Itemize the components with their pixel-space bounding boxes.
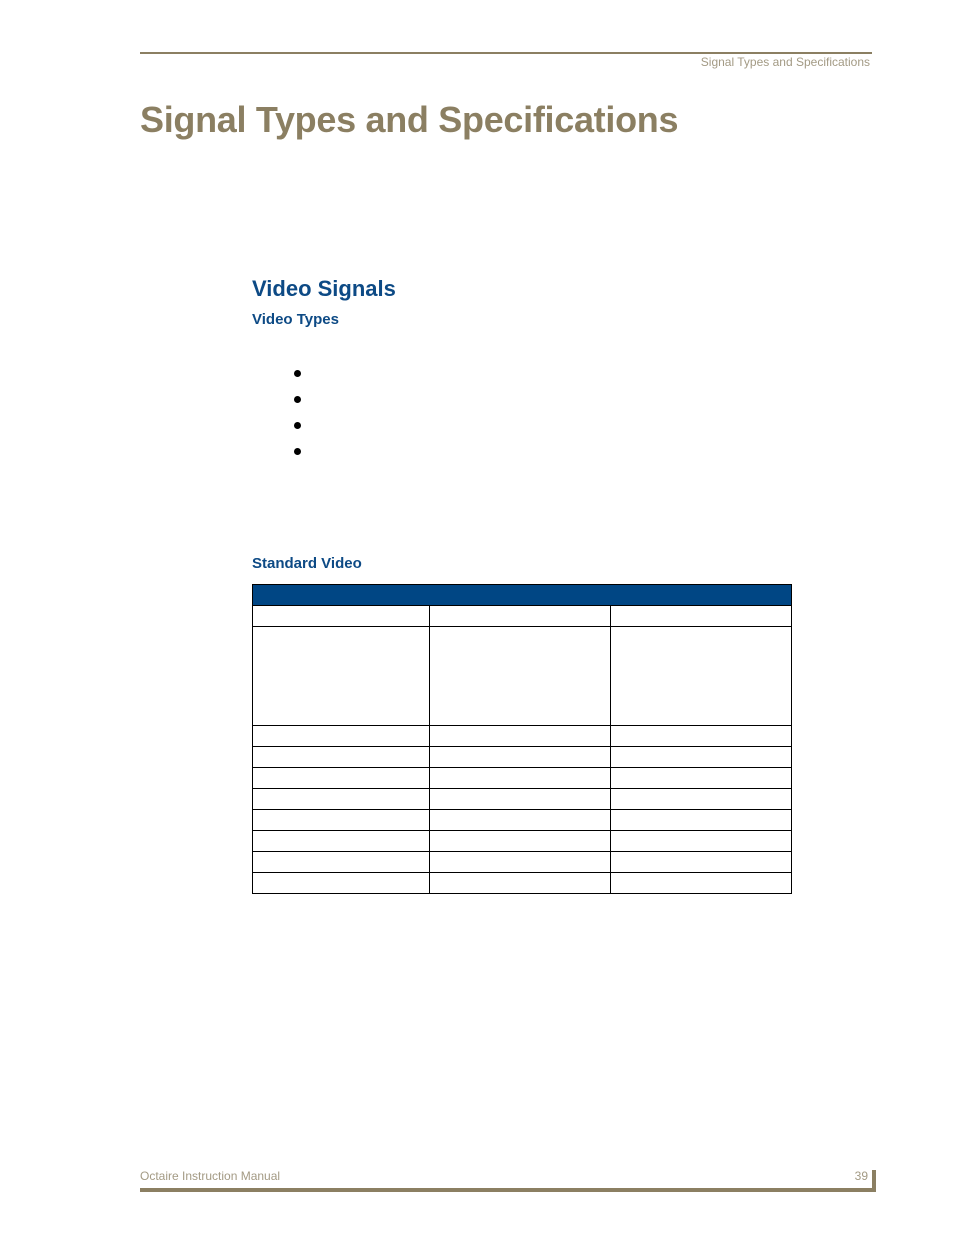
list-item xyxy=(286,362,686,388)
table-cell xyxy=(610,627,791,726)
list-item xyxy=(286,414,686,440)
footer-manual-title: Octaire Instruction Manual xyxy=(140,1169,281,1183)
table-cell xyxy=(610,831,791,852)
table-cell xyxy=(253,873,430,894)
table-row xyxy=(253,831,792,852)
table-row xyxy=(253,627,792,726)
table-cell xyxy=(429,852,610,873)
table-cell xyxy=(429,873,610,894)
table-cell xyxy=(610,606,791,627)
header-rule xyxy=(140,52,872,54)
table-cell xyxy=(610,810,791,831)
table-cell xyxy=(253,726,430,747)
table-row xyxy=(253,768,792,789)
table-header xyxy=(253,585,792,606)
list-item xyxy=(286,440,686,466)
table-cell xyxy=(610,852,791,873)
table-row xyxy=(253,726,792,747)
table-header-row xyxy=(253,585,792,606)
table-cell xyxy=(610,873,791,894)
table-cell xyxy=(429,627,610,726)
footer-rule-tick xyxy=(872,1170,876,1192)
table-cell xyxy=(610,726,791,747)
table-row xyxy=(253,873,792,894)
table-row xyxy=(253,747,792,768)
table-cell xyxy=(253,747,430,768)
table-cell xyxy=(429,726,610,747)
video-types-list xyxy=(286,362,686,466)
bullet-icon xyxy=(294,396,301,403)
table-cell xyxy=(253,831,430,852)
table-cell xyxy=(429,831,610,852)
table-row xyxy=(253,606,792,627)
footer-rule xyxy=(140,1188,876,1192)
table-cell xyxy=(429,810,610,831)
table-cell xyxy=(429,606,610,627)
bullet-icon xyxy=(294,448,301,455)
bullet-icon xyxy=(294,370,301,377)
page-title: Signal Types and Specifications xyxy=(140,99,679,140)
subsection-heading-video-types: Video Types xyxy=(252,311,339,328)
table-row xyxy=(253,789,792,810)
table-cell xyxy=(610,789,791,810)
page-number: 39 xyxy=(854,1169,868,1183)
section-heading-video-signals: Video Signals xyxy=(252,276,396,301)
table-cell xyxy=(429,768,610,789)
table-cell xyxy=(253,789,430,810)
table-cell xyxy=(253,606,430,627)
running-header: Signal Types and Specifications xyxy=(700,55,870,69)
table-row xyxy=(253,852,792,873)
subsection-heading-standard-video: Standard Video xyxy=(252,555,362,572)
bullet-icon xyxy=(294,422,301,429)
table-cell xyxy=(429,747,610,768)
table-cell xyxy=(253,627,430,726)
table-cell xyxy=(610,768,791,789)
table-cell xyxy=(253,810,430,831)
table-cell xyxy=(610,747,791,768)
list-item xyxy=(286,388,686,414)
table-cell xyxy=(253,768,430,789)
table-row xyxy=(253,810,792,831)
table-cell xyxy=(429,789,610,810)
standard-video-table xyxy=(252,584,792,894)
table-cell xyxy=(253,852,430,873)
